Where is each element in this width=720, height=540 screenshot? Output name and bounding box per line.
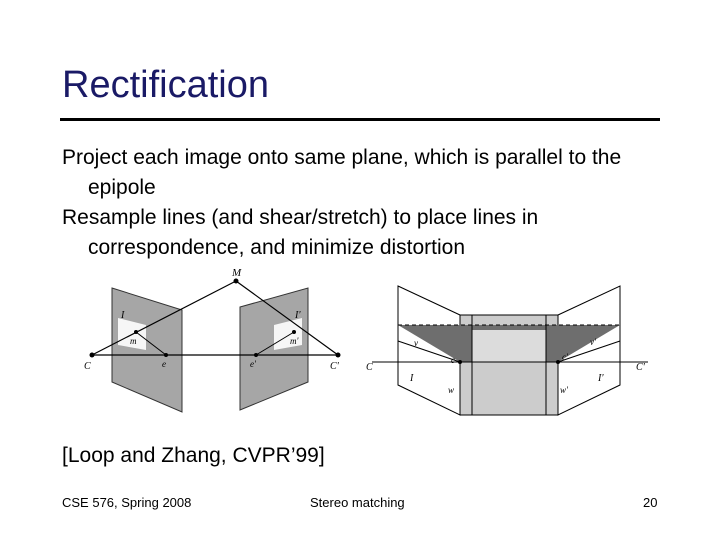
label-C-right-fig: C: [366, 362, 373, 373]
point-c: [458, 360, 462, 364]
point-c-prime: [556, 360, 560, 364]
label-c-prime: c': [562, 352, 568, 362]
label-C: C: [84, 361, 91, 372]
label-v: v: [414, 338, 418, 348]
footer-course: CSE 576, Spring 2008: [62, 495, 192, 510]
point-M: [234, 279, 239, 284]
label-m-prime: m': [290, 336, 299, 346]
label-w-prime: w': [560, 385, 568, 395]
epipole-e: [164, 353, 168, 357]
label-c: c: [451, 355, 455, 365]
rectified-planes-diagram: [366, 286, 648, 415]
footer-topic: Stereo matching: [310, 495, 405, 510]
epipole-e-prime: [254, 353, 258, 357]
epipolar-geometry-diagram: [84, 267, 341, 412]
image-plane-left: [112, 288, 182, 412]
rectification-figure: [0, 262, 720, 427]
bullet-list: [62, 143, 682, 263]
label-e-prime: e': [250, 359, 256, 369]
label-I-prime-right-fig: I': [598, 373, 604, 384]
label-C-prime: C': [330, 361, 339, 372]
rectified-band-center: [472, 330, 546, 362]
label-M: M: [232, 267, 242, 279]
citation: [Loop and Zhang, CVPR’99]: [62, 444, 325, 467]
label-m: m: [130, 336, 137, 346]
footer-page-number: 20: [643, 495, 658, 510]
point-m-prime: [292, 330, 296, 334]
center-C-prime: [336, 353, 341, 358]
label-v-prime: v': [590, 337, 596, 347]
label-I-right-fig: I: [410, 373, 414, 384]
label-e: e: [162, 359, 166, 369]
label-I-right: I': [295, 310, 301, 321]
bullet-item-1: Project each image onto same plane, which is parallel to the epipole: [62, 146, 622, 199]
point-m: [134, 330, 138, 334]
label-w: w: [448, 385, 455, 395]
center-C: [90, 353, 95, 358]
slide-title: Rectification: [62, 64, 269, 106]
label-C-prime-right-fig: C': [636, 362, 645, 373]
label-I-left: I: [121, 310, 125, 321]
title-divider: [60, 118, 660, 121]
bullet-item-2: Resample lines (and shear/stretch) to place lines in correspondence, and minimize distortion: [62, 206, 539, 259]
